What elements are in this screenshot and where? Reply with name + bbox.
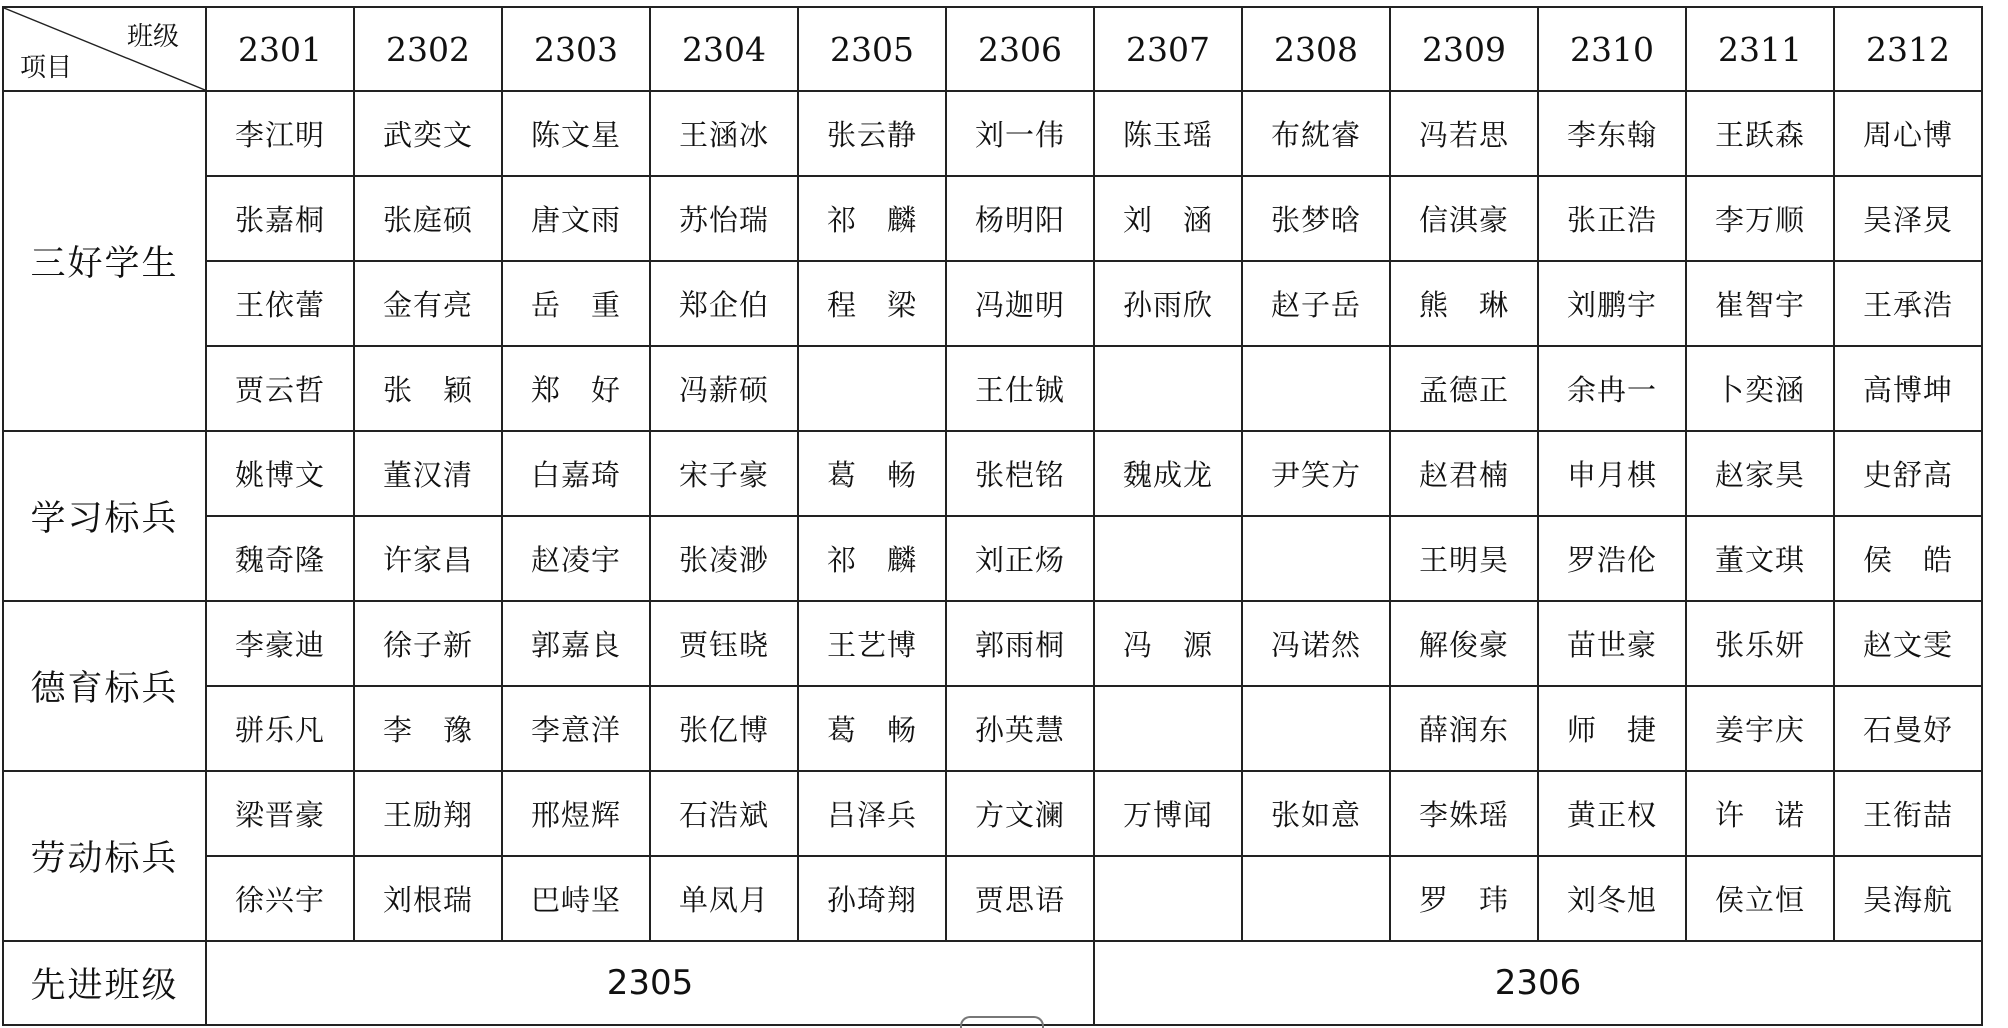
advanced-class-label: 先进班级 (3, 941, 206, 1025)
student-name-cell (1242, 686, 1390, 771)
student-name-cell: 王仕铖 (946, 346, 1094, 431)
student-name-cell: 陈玉瑶 (1094, 91, 1242, 176)
student-name-cell: 赵凌宇 (502, 516, 650, 601)
student-name-cell: 李江明 (206, 91, 354, 176)
student-name-cell: 刘 涵 (1094, 176, 1242, 261)
student-name-cell: 冯 源 (1094, 601, 1242, 686)
student-name-cell: 唐文雨 (502, 176, 650, 261)
student-name-cell: 冯诺然 (1242, 601, 1390, 686)
table-row (3, 856, 1982, 941)
student-name-cell: 李万顺 (1686, 176, 1834, 261)
student-name-cell (1242, 346, 1390, 431)
student-name-cell: 罗浩伦 (1538, 516, 1686, 601)
student-name-cell: 孙琦翔 (798, 856, 946, 941)
student-name-cell: 杨明阳 (946, 176, 1094, 261)
student-name-cell: 刘根瑞 (354, 856, 502, 941)
student-name-cell: 熊 琳 (1390, 261, 1538, 346)
corner-class-label: 班级 (126, 22, 179, 52)
student-name-cell: 李意洋 (502, 686, 650, 771)
table-row (3, 686, 1982, 771)
student-name-cell: 郭雨桐 (946, 601, 1094, 686)
advanced-class-value: 2305 (206, 941, 1094, 1025)
student-name-cell: 侯 皓 (1834, 516, 1982, 601)
student-name-cell: 贾钰晓 (650, 601, 798, 686)
student-name-cell: 张乐妍 (1686, 601, 1834, 686)
student-name-cell: 王承浩 (1834, 261, 1982, 346)
student-name-cell: 王涵冰 (650, 91, 798, 176)
student-name-cell: 葛 畅 (798, 686, 946, 771)
student-name-cell: 吴海航 (1834, 856, 1982, 941)
student-name-cell: 方文澜 (946, 771, 1094, 856)
student-name-cell: 魏成龙 (1094, 431, 1242, 516)
student-name-cell: 张云静 (798, 91, 946, 176)
student-name-cell: 史舒高 (1834, 431, 1982, 516)
student-name-cell: 董汉清 (354, 431, 502, 516)
student-name-cell: 张桤铭 (946, 431, 1094, 516)
student-name-cell: 张正浩 (1538, 176, 1686, 261)
student-name-cell (1094, 856, 1242, 941)
student-name-cell: 万博闻 (1094, 771, 1242, 856)
student-name-cell: 师 捷 (1538, 686, 1686, 771)
student-name-cell: 侯立恒 (1686, 856, 1834, 941)
student-name-cell: 罗 玮 (1390, 856, 1538, 941)
student-name-cell: 解俊豪 (1390, 601, 1538, 686)
student-name-cell: 董文琪 (1686, 516, 1834, 601)
class-header-2304: 2304 (650, 7, 798, 91)
student-name-cell (1242, 856, 1390, 941)
student-name-cell: 赵文雯 (1834, 601, 1982, 686)
table-row (3, 176, 1982, 261)
student-name-cell: 王励翔 (354, 771, 502, 856)
student-name-cell: 程 梁 (798, 261, 946, 346)
student-name-cell: 余冉一 (1538, 346, 1686, 431)
student-name-cell (1242, 516, 1390, 601)
student-name-cell: 郑 好 (502, 346, 650, 431)
student-name-cell: 李豪迪 (206, 601, 354, 686)
corner-item-label: 项目 (20, 53, 73, 83)
class-header-2306: 2306 (946, 7, 1094, 91)
student-name-cell: 王衔喆 (1834, 771, 1982, 856)
student-name-cell: 郑企伯 (650, 261, 798, 346)
student-name-cell: 许 诺 (1686, 771, 1834, 856)
student-name-cell: 梁晋豪 (206, 771, 354, 856)
student-name-cell (1094, 346, 1242, 431)
student-name-cell: 贾思语 (946, 856, 1094, 941)
student-name-cell: 白嘉琦 (502, 431, 650, 516)
student-name-cell: 周心博 (1834, 91, 1982, 176)
table-row (3, 431, 1982, 516)
student-name-cell: 高博坤 (1834, 346, 1982, 431)
class-header-2311: 2311 (1686, 7, 1834, 91)
student-name-cell: 申月棋 (1538, 431, 1686, 516)
category-label: 劳动标兵 (3, 771, 206, 941)
student-name-cell: 卜奕涵 (1686, 346, 1834, 431)
student-name-cell: 吴泽炅 (1834, 176, 1982, 261)
student-name-cell: 宋子豪 (650, 431, 798, 516)
student-name-cell: 许家昌 (354, 516, 502, 601)
student-name-cell: 石浩斌 (650, 771, 798, 856)
table-row (3, 91, 1982, 176)
category-label: 学习标兵 (3, 431, 206, 601)
student-name-cell: 贾云哲 (206, 346, 354, 431)
student-name-cell: 李 豫 (354, 686, 502, 771)
class-header-2307: 2307 (1094, 7, 1242, 91)
student-name-cell: 刘冬旭 (1538, 856, 1686, 941)
student-name-cell: 徐子新 (354, 601, 502, 686)
class-header-2303: 2303 (502, 7, 650, 91)
student-name-cell: 苗世豪 (1538, 601, 1686, 686)
student-name-cell: 岳 重 (502, 261, 650, 346)
student-name-cell: 张嘉桐 (206, 176, 354, 261)
student-name-cell: 郭嘉良 (502, 601, 650, 686)
student-name-cell: 孙雨欣 (1094, 261, 1242, 346)
student-name-cell: 布紞睿 (1242, 91, 1390, 176)
student-name-cell: 姜宇庆 (1686, 686, 1834, 771)
honor-roll-table (2, 6, 1983, 1026)
student-name-cell: 吕泽兵 (798, 771, 946, 856)
student-name-cell: 崔智宇 (1686, 261, 1834, 346)
class-header-2302: 2302 (354, 7, 502, 91)
class-header-2301: 2301 (206, 7, 354, 91)
student-name-cell (1094, 686, 1242, 771)
class-header-2312: 2312 (1834, 7, 1982, 91)
student-name-cell: 刘一伟 (946, 91, 1094, 176)
category-label: 德育标兵 (3, 601, 206, 771)
student-name-cell: 陈文星 (502, 91, 650, 176)
table-row (3, 346, 1982, 431)
student-name-cell: 徐兴宇 (206, 856, 354, 941)
advanced-class-row (3, 941, 1982, 1025)
student-name-cell: 冯薪硕 (650, 346, 798, 431)
class-header-2308: 2308 (1242, 7, 1390, 91)
student-name-cell: 李东翰 (1538, 91, 1686, 176)
class-header-2305: 2305 (798, 7, 946, 91)
class-header-2310: 2310 (1538, 7, 1686, 91)
category-label: 三好学生 (3, 91, 206, 431)
student-name-cell: 李姝瑶 (1390, 771, 1538, 856)
student-name-cell: 赵君楠 (1390, 431, 1538, 516)
student-name-cell: 冯若思 (1390, 91, 1538, 176)
table-row (3, 516, 1982, 601)
student-name-cell: 骈乐凡 (206, 686, 354, 771)
student-name-cell: 巴峙坚 (502, 856, 650, 941)
student-name-cell: 赵子岳 (1242, 261, 1390, 346)
student-name-cell: 张亿博 (650, 686, 798, 771)
header-row (3, 7, 1982, 91)
class-header-2309: 2309 (1390, 7, 1538, 91)
student-name-cell: 张梦晗 (1242, 176, 1390, 261)
student-name-cell: 冯迦明 (946, 261, 1094, 346)
student-name-cell: 赵家昊 (1686, 431, 1834, 516)
student-name-cell: 王明昊 (1390, 516, 1538, 601)
student-name-cell: 尹笑方 (1242, 431, 1390, 516)
student-name-cell: 薛润东 (1390, 686, 1538, 771)
student-name-cell: 孙英慧 (946, 686, 1094, 771)
student-name-cell: 单凤月 (650, 856, 798, 941)
corner-header-cell (3, 7, 206, 91)
page-number-mark (960, 1016, 1044, 1028)
student-name-cell: 金有亮 (354, 261, 502, 346)
student-name-cell: 张庭硕 (354, 176, 502, 261)
student-name-cell: 张 颖 (354, 346, 502, 431)
student-name-cell: 张凌渺 (650, 516, 798, 601)
student-name-cell: 祁 麟 (798, 516, 946, 601)
table-row (3, 771, 1982, 856)
student-name-cell: 祁 麟 (798, 176, 946, 261)
student-name-cell: 姚博文 (206, 431, 354, 516)
student-name-cell: 张如意 (1242, 771, 1390, 856)
table-row (3, 261, 1982, 346)
student-name-cell: 邢煜辉 (502, 771, 650, 856)
student-name-cell: 孟德正 (1390, 346, 1538, 431)
student-name-cell: 刘正炀 (946, 516, 1094, 601)
student-name-cell: 王跃森 (1686, 91, 1834, 176)
student-name-cell: 王艺博 (798, 601, 946, 686)
student-name-cell: 葛 畅 (798, 431, 946, 516)
student-name-cell: 魏奇隆 (206, 516, 354, 601)
student-name-cell: 刘鹏宇 (1538, 261, 1686, 346)
student-name-cell: 信淇豪 (1390, 176, 1538, 261)
table-row (3, 601, 1982, 686)
student-name-cell: 石曼妤 (1834, 686, 1982, 771)
student-name-cell: 苏怡瑞 (650, 176, 798, 261)
student-name-cell: 黄正权 (1538, 771, 1686, 856)
table-body (3, 7, 1982, 1025)
advanced-class-value: 2306 (1094, 941, 1982, 1025)
student-name-cell (798, 346, 946, 431)
student-name-cell (1094, 516, 1242, 601)
student-name-cell: 武奕文 (354, 91, 502, 176)
student-name-cell: 王依蕾 (206, 261, 354, 346)
